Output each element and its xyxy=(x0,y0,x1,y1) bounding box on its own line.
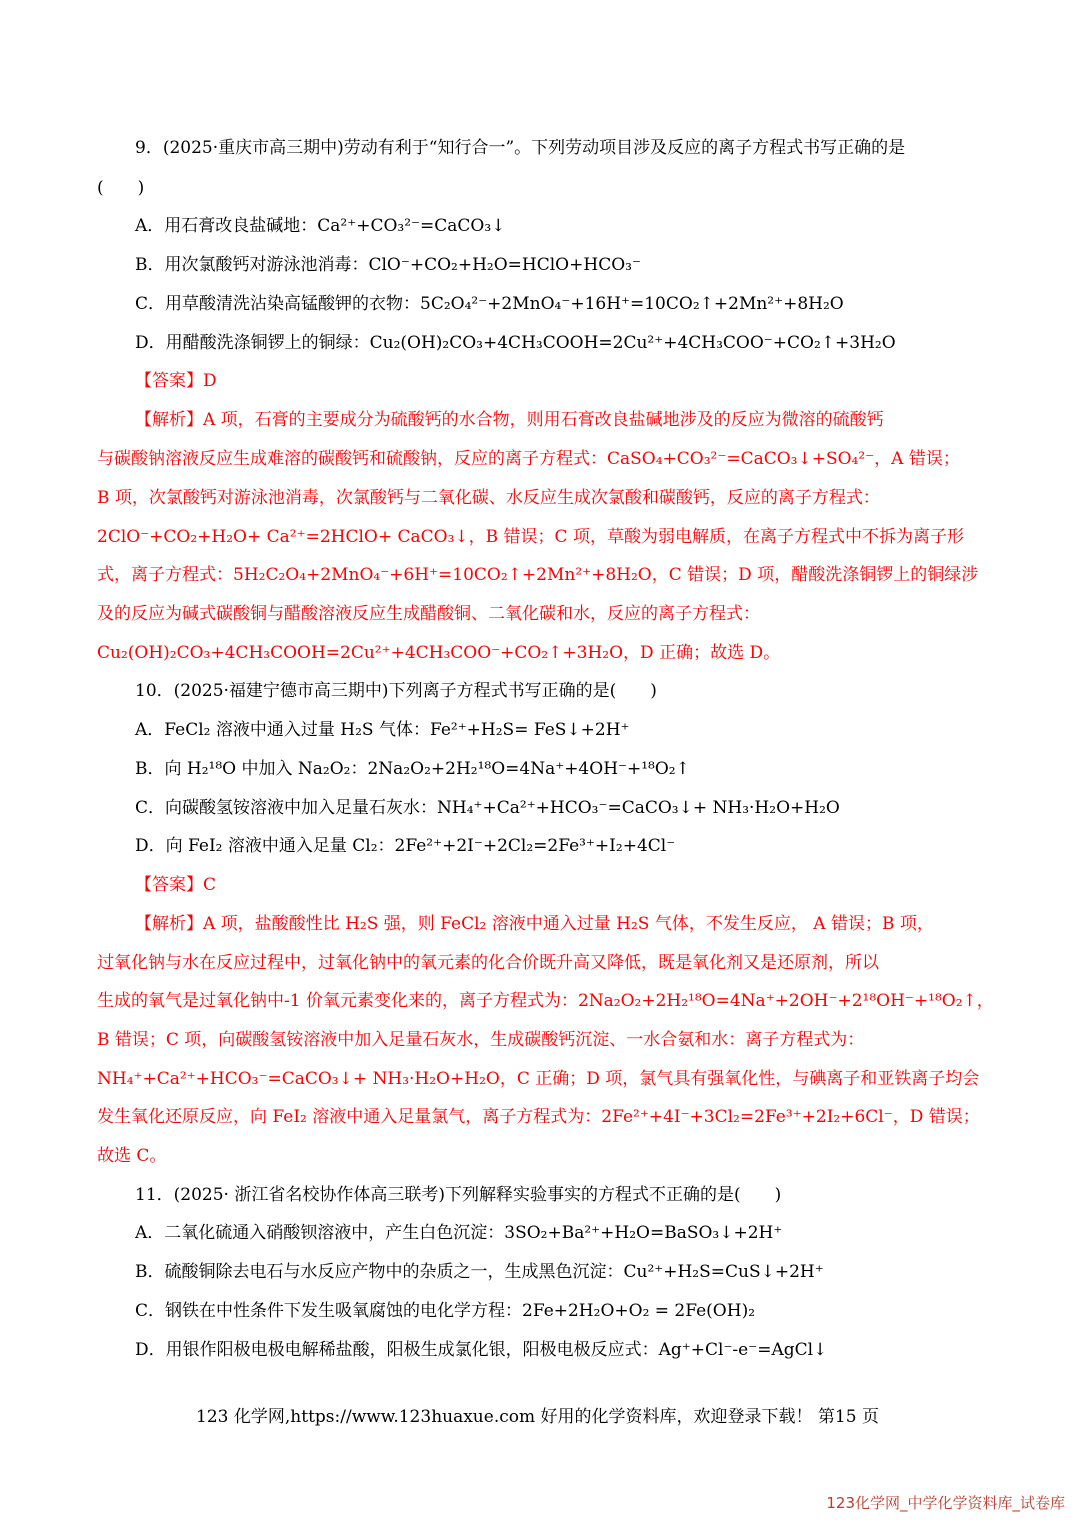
q9-explanation-line: B 项，次氯酸钙对游泳池消毒，次氯酸钙与二氧化碳、水反应生成次氯酸和碳酸钙，反应的离子方程式： xyxy=(97,488,880,508)
q9-explanation-line: Cu₂(OH)₂CO₃+4CH₃COOH=2Cu²⁺+4CH₃COO⁻+CO₂↑+3H₂O，D 正确；故选 D。 xyxy=(97,643,781,663)
q9-answer: 【答案】D xyxy=(135,371,217,391)
q10-option-c: C．向碳酸氢铵溶液中加入足量石灰水：NH₄⁺+Ca²⁺+HCO₃⁻=CaCO₃↓+ NH₃·H₂O+H₂O xyxy=(135,798,840,818)
q10-answer: 【答案】C xyxy=(135,875,217,895)
q10-explanation-line: B 错误；C 项，向碳酸氢铵溶液中加入足量石灰水，生成碳酸钙沉淀、一水合氨和水：离子方程式为： xyxy=(97,1030,865,1050)
q10-stem: 10．(2025·福建宁德市高三期中)下列离子方程式书写正确的是( ) xyxy=(135,681,657,701)
q9-explanation-line: 式，离子方程式：5H₂C₂O₄+2MnO₄⁻+6H⁺=10CO₂↑+2Mn²⁺+8H₂O，C 错误；D 项，醋酸洗涤铜锣上的铜绿涉 xyxy=(97,565,979,585)
watermark: 123化学网_中学化学资料库_试卷库 xyxy=(826,1494,1065,1512)
q9-option-a: A．用石膏改良盐碱地：Ca²⁺+CO₃²⁻=CaCO₃↓ xyxy=(135,216,506,236)
q9-explanation-line: 及的反应为碱式碳酸铜与醋酸溶液反应生成醋酸铜、二氧化碳和水，反应的离子方程式： xyxy=(97,604,760,624)
q11-option-c: C．钢铁在中性条件下发生吸氧腐蚀的电化学方程：2Fe+2H₂O+O₂ = 2Fe(OH)₂ xyxy=(135,1301,756,1321)
q9-explanation-line: 2ClO⁻+CO₂+H₂O+ Ca²⁺=2HClO+ CaCO₃↓，B 错误；C 项，草酸为弱电解质，在离子方程式中不拆为离子形 xyxy=(97,527,964,547)
q10-explanation-line: NH₄⁺+Ca²⁺+HCO₃⁻=CaCO₃↓+ NH₃·H₂O+H₂O，C 正确；D 项，氯气具有强氧化性，与碘离子和亚铁离子均会 xyxy=(97,1069,980,1089)
q9-option-d: D．用醋酸洗涤铜锣上的铜绿：Cu₂(OH)₂CO₃+4CH₃COOH=2Cu²⁺+4CH₃COO⁻+CO₂↑+3H₂O xyxy=(135,333,896,353)
q11-stem: 11．(2025· 浙江省名校协作体高三联考)下列解释实验事实的方程式不正确的是( ) xyxy=(135,1185,782,1205)
q10-explanation-line: 【解析】A 项，盐酸酸性比 H₂S 强，则 FeCl₂ 溶液中通入过量 H₂S 气体，不发生反应， A 错误；B 项， xyxy=(135,914,934,934)
q10-option-d: D．向 FeI₂ 溶液中通入足量 Cl₂：2Fe²⁺+2I⁻+2Cl₂=2Fe³⁺+I₂+4Cl⁻ xyxy=(135,836,676,856)
q10-option-a: A．FeCl₂ 溶液中通入过量 H₂S 气体：Fe²⁺+H₂S= FeS↓+2H⁺ xyxy=(135,720,630,740)
page-footer: 123 化学网,https://www.123huaxue.com 好用的化学资料库，欢迎登录下载！ 第15 页 xyxy=(196,1407,879,1427)
q10-explanation-line: 发生氧化还原反应，向 FeI₂ 溶液中通入足量氯气，离子方程式为：2Fe²⁺+4I⁻+3Cl₂=2Fe³⁺+2I₂+6Cl⁻，D 错误； xyxy=(97,1107,980,1127)
q10-explanation-line: 故选 C。 xyxy=(97,1146,167,1166)
q9-option-b: B．用次氯酸钙对游泳池消毒：ClO⁻+CO₂+H₂O=HClO+HCO₃⁻ xyxy=(135,255,641,275)
q9-explanation-line: 与碳酸钠溶液反应生成难溶的碳酸钙和硫酸钠，反应的离子方程式：CaSO₄+CO₃²⁻=CaCO₃↓+SO₄²⁻，A 错误； xyxy=(97,449,960,469)
q11-option-d: D．用银作阳极电极电解稀盐酸，阳极生成氯化银，阳极电极反应式：Ag⁺+Cl⁻-e⁻=AgCl↓ xyxy=(135,1340,828,1360)
q9-stem-line2: ( ) xyxy=(97,178,145,198)
q9-stem-line1: 9．(2025·重庆市高三期中)劳动有利于“知行合一”。下列劳动项目涉及反应的离子方程式书写正确的是 xyxy=(135,138,906,158)
q9-option-c: C．用草酸清洗沾染高锰酸钾的衣物：5C₂O₄²⁻+2MnO₄⁻+16H⁺=10CO₂↑+2Mn²⁺+8H₂O xyxy=(135,294,844,314)
q11-option-a: A．二氧化硫通入硝酸钡溶液中，产生白色沉淀：3SO₂+Ba²⁺+H₂O=BaSO₃↓+2H⁺ xyxy=(135,1223,783,1243)
q10-option-b: B．向 H₂¹⁸O 中加入 Na₂O₂：2Na₂O₂+2H₂¹⁸O=4Na⁺+4OH⁻+¹⁸O₂↑ xyxy=(135,759,690,779)
q9-explanation-line: 【解析】A 项，石膏的主要成分为硫酸钙的水合物，则用石膏改良盐碱地涉及的反应为微溶的硫酸钙 xyxy=(135,410,884,430)
q10-explanation-line: 过氧化钠与水在反应过程中，过氧化钠中的氧元素的化合价既升高又降低，既是氧化剂又是还原剂，所以 xyxy=(97,953,879,973)
q11-option-b: B．硫酸铜除去电石与水反应产物中的杂质之一，生成黑色沉淀：Cu²⁺+H₂S=CuS↓+2H⁺ xyxy=(135,1262,824,1282)
q10-explanation-line: 生成的氧气是过氧化钠中-1 价氧元素变化来的，离子方程式为：2Na₂O₂+2H₂¹⁸O=4Na⁺+2OH⁻+2¹⁸OH⁻+¹⁸O₂↑， xyxy=(97,991,994,1011)
